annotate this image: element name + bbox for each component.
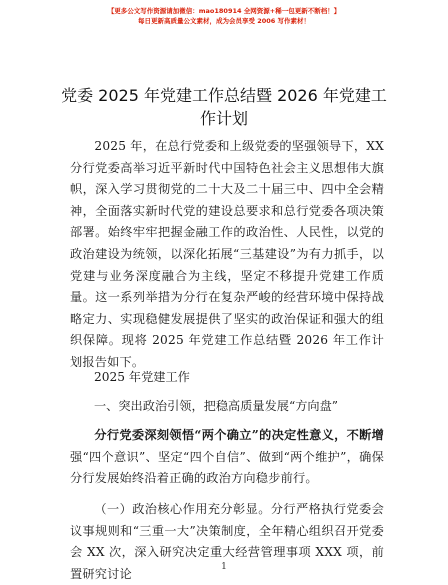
promo-banner-line-2: 每日更新高质量公文素材，成为会员享受 2006 写作素材！ bbox=[137, 17, 311, 25]
promo-banner-line-1: 【更多公文写作资源请加微信：mao180914 全网资源+稀一包更新不断档！】 bbox=[107, 7, 341, 15]
document-title: 党委 2025 年党建工作总结暨 2026 年党建工作计划 bbox=[61, 86, 387, 128]
intro-paragraph: 2025 年，在总行党委和上级党委的坚强领导下，XX 分行党委高举习近平新时代中国特色社会主义思想伟大旗帜，深入学习贯彻党的二十大及二十届三中、四中全会精神，全面落实新时代党的建设总要求和总行党委各项决策部署。始终牢牢把握金融工作的政治性、人民性，以党的政治建设为统领，以深化拓展“三基建设”为有力抓手，以党建与业务深度融合为主线，坚定不移提升党建工作质量。这一系列举措为分行在复杂严峻的经营环境中保持战略定力、实现稳健发展提供了坚实的政治保证和强大的组织保障。现将 2025 年党建工作总结暨 2026 年工作计划报告如下。 bbox=[70, 139, 384, 369]
subsection-heading: 一、突出政治引领，把稳高质量发展“方向盘” bbox=[94, 399, 339, 413]
page-number: 1 bbox=[221, 562, 227, 572]
paragraph-2 bbox=[70, 425, 384, 490]
promo-banner bbox=[0, 6, 448, 26]
paragraph-3: （一）政治核心作用充分彰显。分行严格执行党委会议事规则和“三重一大”决策制度，全年精心组织召开党委会 XX 次，深入研究决定重大经营管理事项 XXX 项，前置研究讨论 bbox=[70, 502, 384, 581]
paragraph-2-bold: 分行党委深刻领悟“两个确立”的决定性意义，不断增 bbox=[94, 428, 384, 442]
paragraph-2-rest: 强“四个意识”、坚定“四个自信”、做到“两个维护”，确保分行发展始终沿着正确的政治方向稳步前行。 bbox=[70, 449, 384, 486]
section-heading: 2025 年党建工作 bbox=[94, 370, 190, 384]
